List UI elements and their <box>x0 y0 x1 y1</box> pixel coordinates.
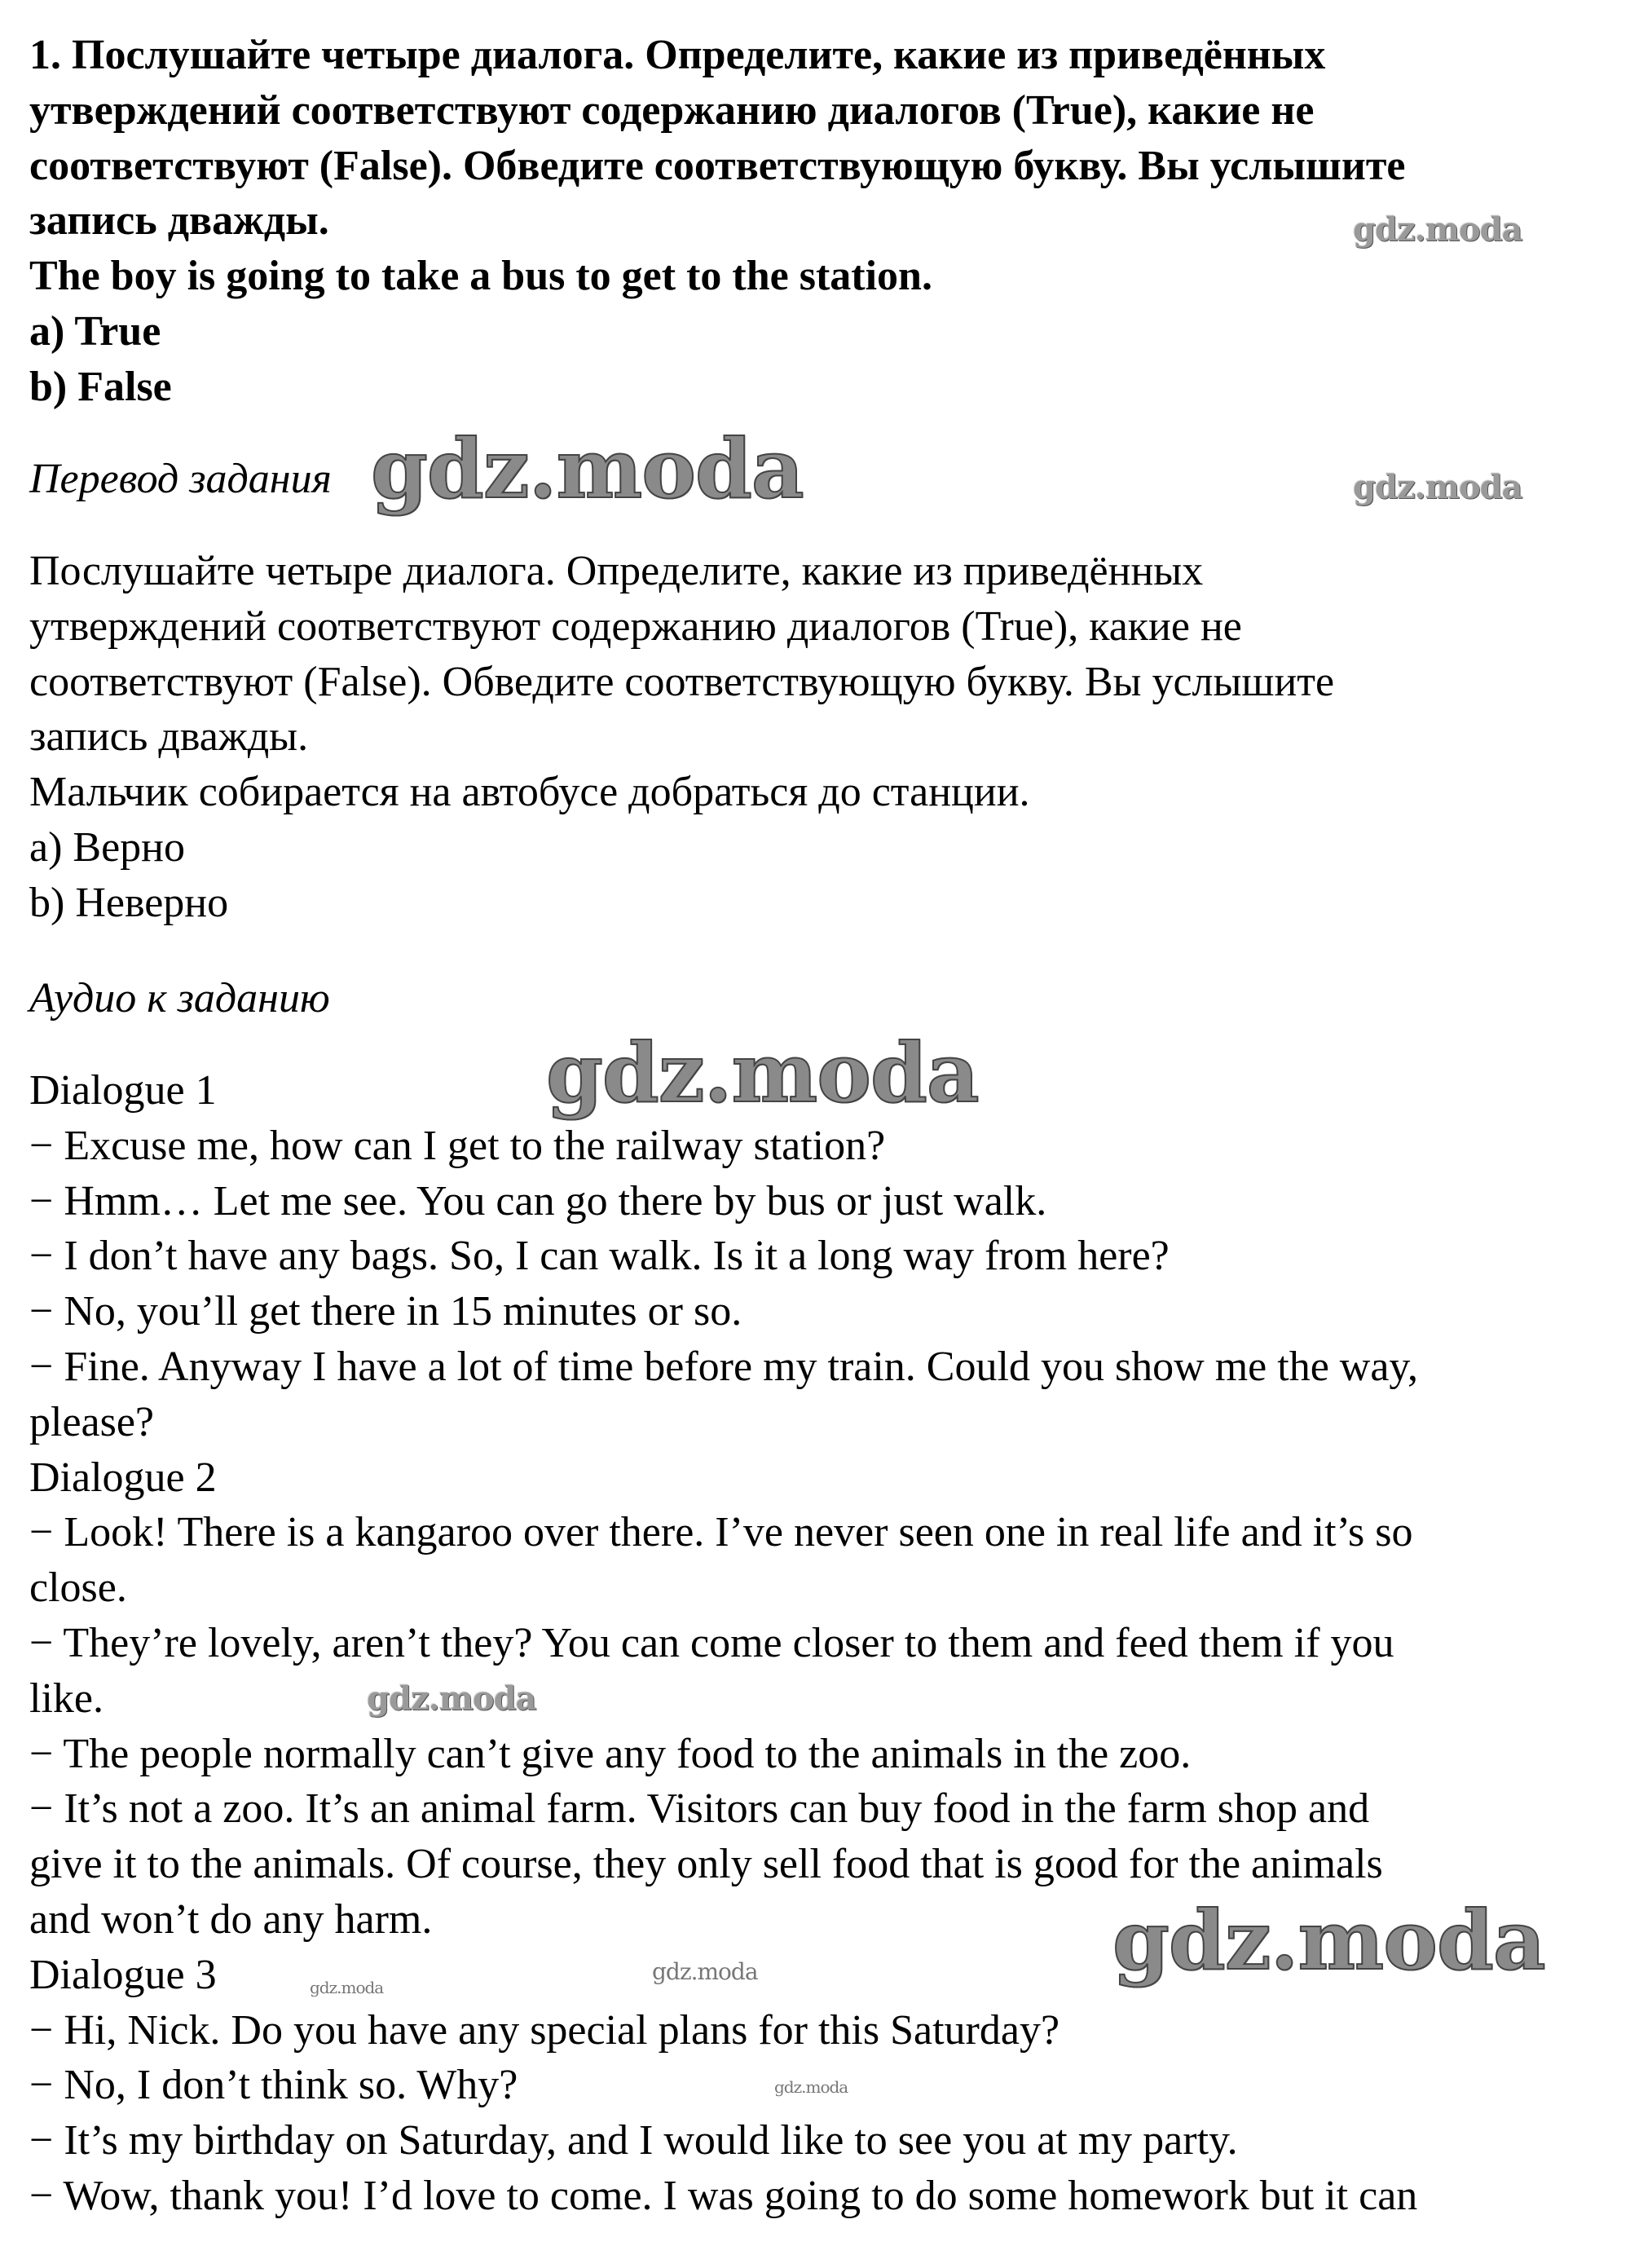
watermark: gdz.moda <box>774 2077 848 2097</box>
watermark: gdz.moda <box>371 421 804 517</box>
translation-line: b) Неверно <box>29 879 229 926</box>
dialogue-line: − Hmm… Let me see. You can go there by bus or just walk. <box>29 1177 1047 1224</box>
task-statement: The boy is going to take a bus to get to the station. <box>29 253 932 300</box>
watermark: gdz.moda <box>367 1679 536 1718</box>
task-line: соответствуют (False). Обведите соответствующую букву. Вы услышите <box>29 142 1406 189</box>
watermark: gdz.moda <box>1112 1892 1545 1988</box>
dialogue-line: − No, I don’t think so. Why? <box>29 2062 518 2109</box>
dialogue-line: − Excuse me, how can I get to the railway station? <box>29 1122 886 1169</box>
dialogue-heading: Dialogue 2 <box>29 1454 217 1501</box>
dialogue-line: and won’t do any harm. <box>29 1895 433 1943</box>
task-line: 1. Послушайте четыре диалога. Определите, какие из приведённых <box>29 32 1326 78</box>
audio-transcript <box>29 1063 1418 2224</box>
dialogue-line: − No, you’ll get there in 15 minutes or so. <box>29 1288 742 1335</box>
dialogue-heading: Dialogue 1 <box>29 1067 217 1114</box>
option-a: a) True <box>29 307 161 355</box>
task-block <box>29 28 1405 415</box>
dialogue-line: − It’s not a zoo. It’s an animal farm. Visitors can buy food in the farm shop and <box>29 1785 1370 1833</box>
watermark: gdz.moda <box>1353 210 1522 249</box>
dialogue-line: close. <box>29 1564 127 1612</box>
audio-heading: Аудио к заданию <box>29 975 330 1021</box>
translation-line: a) Верно <box>29 823 185 871</box>
translation-line: соответствуют (False). Обведите соответствующую букву. Вы услышите <box>29 658 1335 705</box>
translation-line: Мальчик собирается на автобусе добраться до станции. <box>29 769 1030 816</box>
watermark: gdz.moda <box>546 1025 979 1121</box>
dialogue-line: give it to the animals. Of course, they only sell food that is good for the animals <box>29 1841 1383 1888</box>
dialogue-line: − Look! There is a kangaroo over there. I’ve never seen one in real life and it’s so <box>29 1509 1413 1556</box>
task-line: утверждений соответствуют содержанию диалогов (True), какие не <box>29 86 1315 134</box>
translation-heading: Перевод задания <box>29 456 332 502</box>
translation-line: утверждений соответствуют содержанию диалогов (True), какие не <box>29 602 1242 650</box>
watermark: gdz.moda <box>1353 468 1522 506</box>
dialogue-line: − The people normally can’t give any food to the animals in the zoo. <box>29 1730 1192 1777</box>
translation-line: запись дважды. <box>29 713 309 761</box>
dialogue-line: − Wow, thank you! I’d love to come. I was going to do some homework but it can <box>29 2172 1418 2219</box>
translation-line: Послушайте четыре диалога. Определите, какие из приведённых <box>29 548 1204 594</box>
option-b: b) False <box>29 363 172 410</box>
watermark: gdz.moda <box>310 1978 384 1997</box>
dialogue-line: − They’re lovely, aren’t they? You can come closer to them and feed them if you <box>29 1619 1394 1666</box>
dialogue-line: − I don’t have any bags. So, I can walk. Is it a long way from here? <box>29 1233 1170 1280</box>
dialogue-line: − Fine. Anyway I have a lot of time before my train. Could you show me the way, <box>29 1343 1419 1390</box>
dialogue-line: − Hi, Nick. Do you have any special plans for this Saturday? <box>29 2006 1060 2054</box>
dialogue-line: − It’s my birthday on Saturday, and I would like to see you at my party. <box>29 2117 1238 2164</box>
dialogue-line: like. <box>29 1675 104 1722</box>
translation-block <box>29 544 1334 931</box>
task-line: запись дважды. <box>29 197 329 245</box>
watermark: gdz.moda <box>652 1958 758 1985</box>
dialogue-heading: Dialogue 3 <box>29 1951 217 1998</box>
dialogue-line: please? <box>29 1398 155 1445</box>
